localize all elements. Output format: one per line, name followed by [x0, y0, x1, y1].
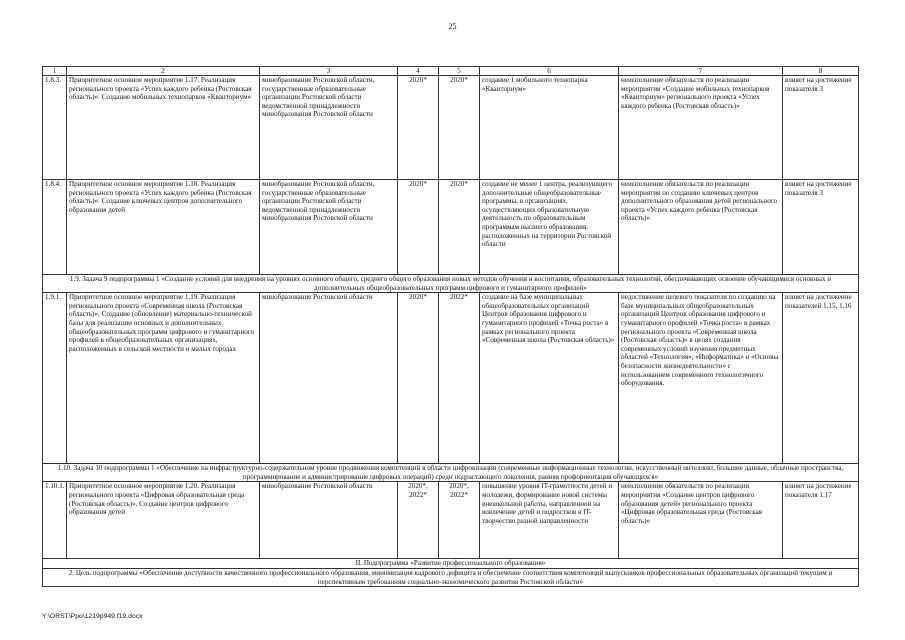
- subprogram-heading-row: [43, 559, 859, 569]
- expected-result: создание не менее 1 центра, реализующего дополнительные общеобразовательные программы, в организациях, осуществляющих образовательную деятельность по образовательным программам высшего образования, расположенных на территории Ростовской области: [480, 180, 619, 275]
- column-number: 8: [783, 67, 859, 76]
- expected-result: повышение уровня IT-грамотности детей и молодежи, формирование новой системы внешкольной работы, направленной на вовлечение детей и подростков в IT-творчество разной направленности: [480, 482, 619, 559]
- event-name: Приоритетное основное мероприятие 1.19. Реализация регионального проекта «Современная школа (Ростовская область)». Создание (обновление) материально-технической базы для реализации основных и дополнительных общеобразовательных программ цифрового и гуманитарного профилей в общеобразовательных организациях, расположенных в сельской местности и малых городах: [67, 293, 260, 464]
- executor: минобразование Ростовской области, государственные образовательные организации Ростовской области ведомственной принадлежности минобразования Ростовской области: [260, 76, 398, 180]
- task-heading: 1.9. Задача 9 подпрограммы 1 «Создание условий для внедрения на уровнях основного общего, среднего общего образования новых методов обучения и воспитания, образовательных технологий, обеспечивающих освоение обучающимися основных и дополнительных общеобразовательных программ цифрового и гуманитарного профилей»: [43, 275, 859, 293]
- row-number: 1.10.1.: [43, 482, 67, 559]
- indicator-link: влияет на достижение показателя 1.17: [783, 482, 859, 559]
- file-path-footer: Y:\ORST\Ppo\1219p949.f19.docx: [42, 613, 143, 620]
- goal-heading: 2. Цель подпрограммы «Обеспечение доступности качественного профессионального образования, минимизация кадрового дефицита и обеспечение соответствия компетенций выпускников профессиональных образовательных организаций текущим и перспективным требованиям социально-экономического развития Ростовской области»: [43, 568, 859, 586]
- indicator-link: влияет на достижение показателей 1.15, 1.16: [783, 293, 859, 464]
- consequence: неисполнение обязательств по реализации мероприятия «Создание центров цифрового образования детей» регионального проекта «Цифровая образовательная среда (Ростовская область)»: [619, 482, 783, 559]
- column-number: 1: [43, 67, 67, 76]
- start-date: 2020*, 2022*: [398, 482, 439, 559]
- table-row: [43, 180, 859, 275]
- indicator-link: влияет на достижение показателя 3: [783, 76, 859, 180]
- row-number: 1.9.1.: [43, 293, 67, 464]
- measures-table: [42, 66, 859, 587]
- executor: минобразование Ростовской области: [260, 293, 398, 464]
- row-number: 1.8.3.: [43, 76, 67, 180]
- end-date: 2020*: [439, 76, 480, 180]
- event-name: Приоритетное основное мероприятие 1.20. Реализация регионального проекта «Цифровая образовательная среда (Ростовская область)». Создание центров цифрового образования детей: [67, 482, 260, 559]
- expected-result: создание на базе муниципальных общеобразовательных организаций Центров образования цифрового и гуманитарного профилей «Точка роста» в рамках регионального проекта «Современная школа (Ростовская область)»: [480, 293, 619, 464]
- column-numbers-row: [43, 67, 859, 76]
- indicator-link: влияет на достижение показателя 3: [783, 180, 859, 275]
- end-date: 2020*: [439, 180, 480, 275]
- column-number: 6: [480, 67, 619, 76]
- subprogram-heading: II. Подпрограмма «Развитие профессионального образования»: [43, 559, 859, 569]
- executor: минобразование Ростовской области: [260, 482, 398, 559]
- column-number: 4: [398, 67, 439, 76]
- column-number: 2: [67, 67, 260, 76]
- event-name: Приоритетное основное мероприятие 1.17. Реализация регионального проекта «Успех каждого ребенка (Ростовская область)». Создание мобильных технопарков «Кванториум»: [67, 76, 260, 180]
- end-date: 2022*: [439, 293, 480, 464]
- goal-heading-row: [43, 568, 859, 586]
- consequence: недостижение целевого показателя по созданию на базе муниципальных общеобразовательных организаций Центров образования цифрового и гуманитарного профилей «Точка роста» в рамках регионального проекта «Современная школа (Ростовская область)» в целях создания современных условий изучения предметных областей «Технология», «Информатика» и «Основы безопасности жизнедеятельности» с использованием современного технологичного оборудования.: [619, 293, 783, 464]
- column-number: 5: [439, 67, 480, 76]
- page-number: 25: [448, 22, 457, 31]
- task-heading-row: [43, 275, 859, 293]
- table-row: [43, 76, 859, 180]
- start-date: 2020*: [398, 180, 439, 275]
- end-date: 2020*, 2022*: [439, 482, 480, 559]
- consequence: неисполнение обязательств по реализации мероприятия «Создание мобильных технопарков «Кванториум» регионального проекта «Успех каждого ребенка (Ростовская область)»: [619, 76, 783, 180]
- consequence: неисполнение обязательств по реализации мероприятия по созданию ключевых центров дополнительного образования детей регионального проекта «Успех каждого ребенка (Ростовская область)»: [619, 180, 783, 275]
- column-number: 7: [619, 67, 783, 76]
- table-row: [43, 482, 859, 559]
- task-heading: 1.10. Задача 10 подпрограммы 1 «Обеспечение на инфраструктурно-содержательном уровне продвижения компетенций в области цифровизации (современные информационные технологии, искусственный интеллект, большие данные, облачные пространства, программирование и администрирование цифровых операций) среди подрастающего поколения, ранняя профориентация обучающихся»: [43, 464, 859, 482]
- executor: минобразование Ростовской области, государственные образовательные организации Ростовской области ведомственной принадлежности минобразования Ростовской области: [260, 180, 398, 275]
- row-number: 1.8.4.: [43, 180, 67, 275]
- expected-result: создание 1 мобильного технопарка «Кванториум»: [480, 76, 619, 180]
- event-name: Приоритетное основное мероприятие 1.18. Реализация регионального проекта «Успех каждого ребенка (Ростовская область)». Создание ключевых центров дополнительного образования детей: [67, 180, 260, 275]
- column-number: 3: [260, 67, 398, 76]
- start-date: 2020*: [398, 76, 439, 180]
- table-row: [43, 293, 859, 464]
- start-date: 2020*: [398, 293, 439, 464]
- task-heading-row: [43, 464, 859, 482]
